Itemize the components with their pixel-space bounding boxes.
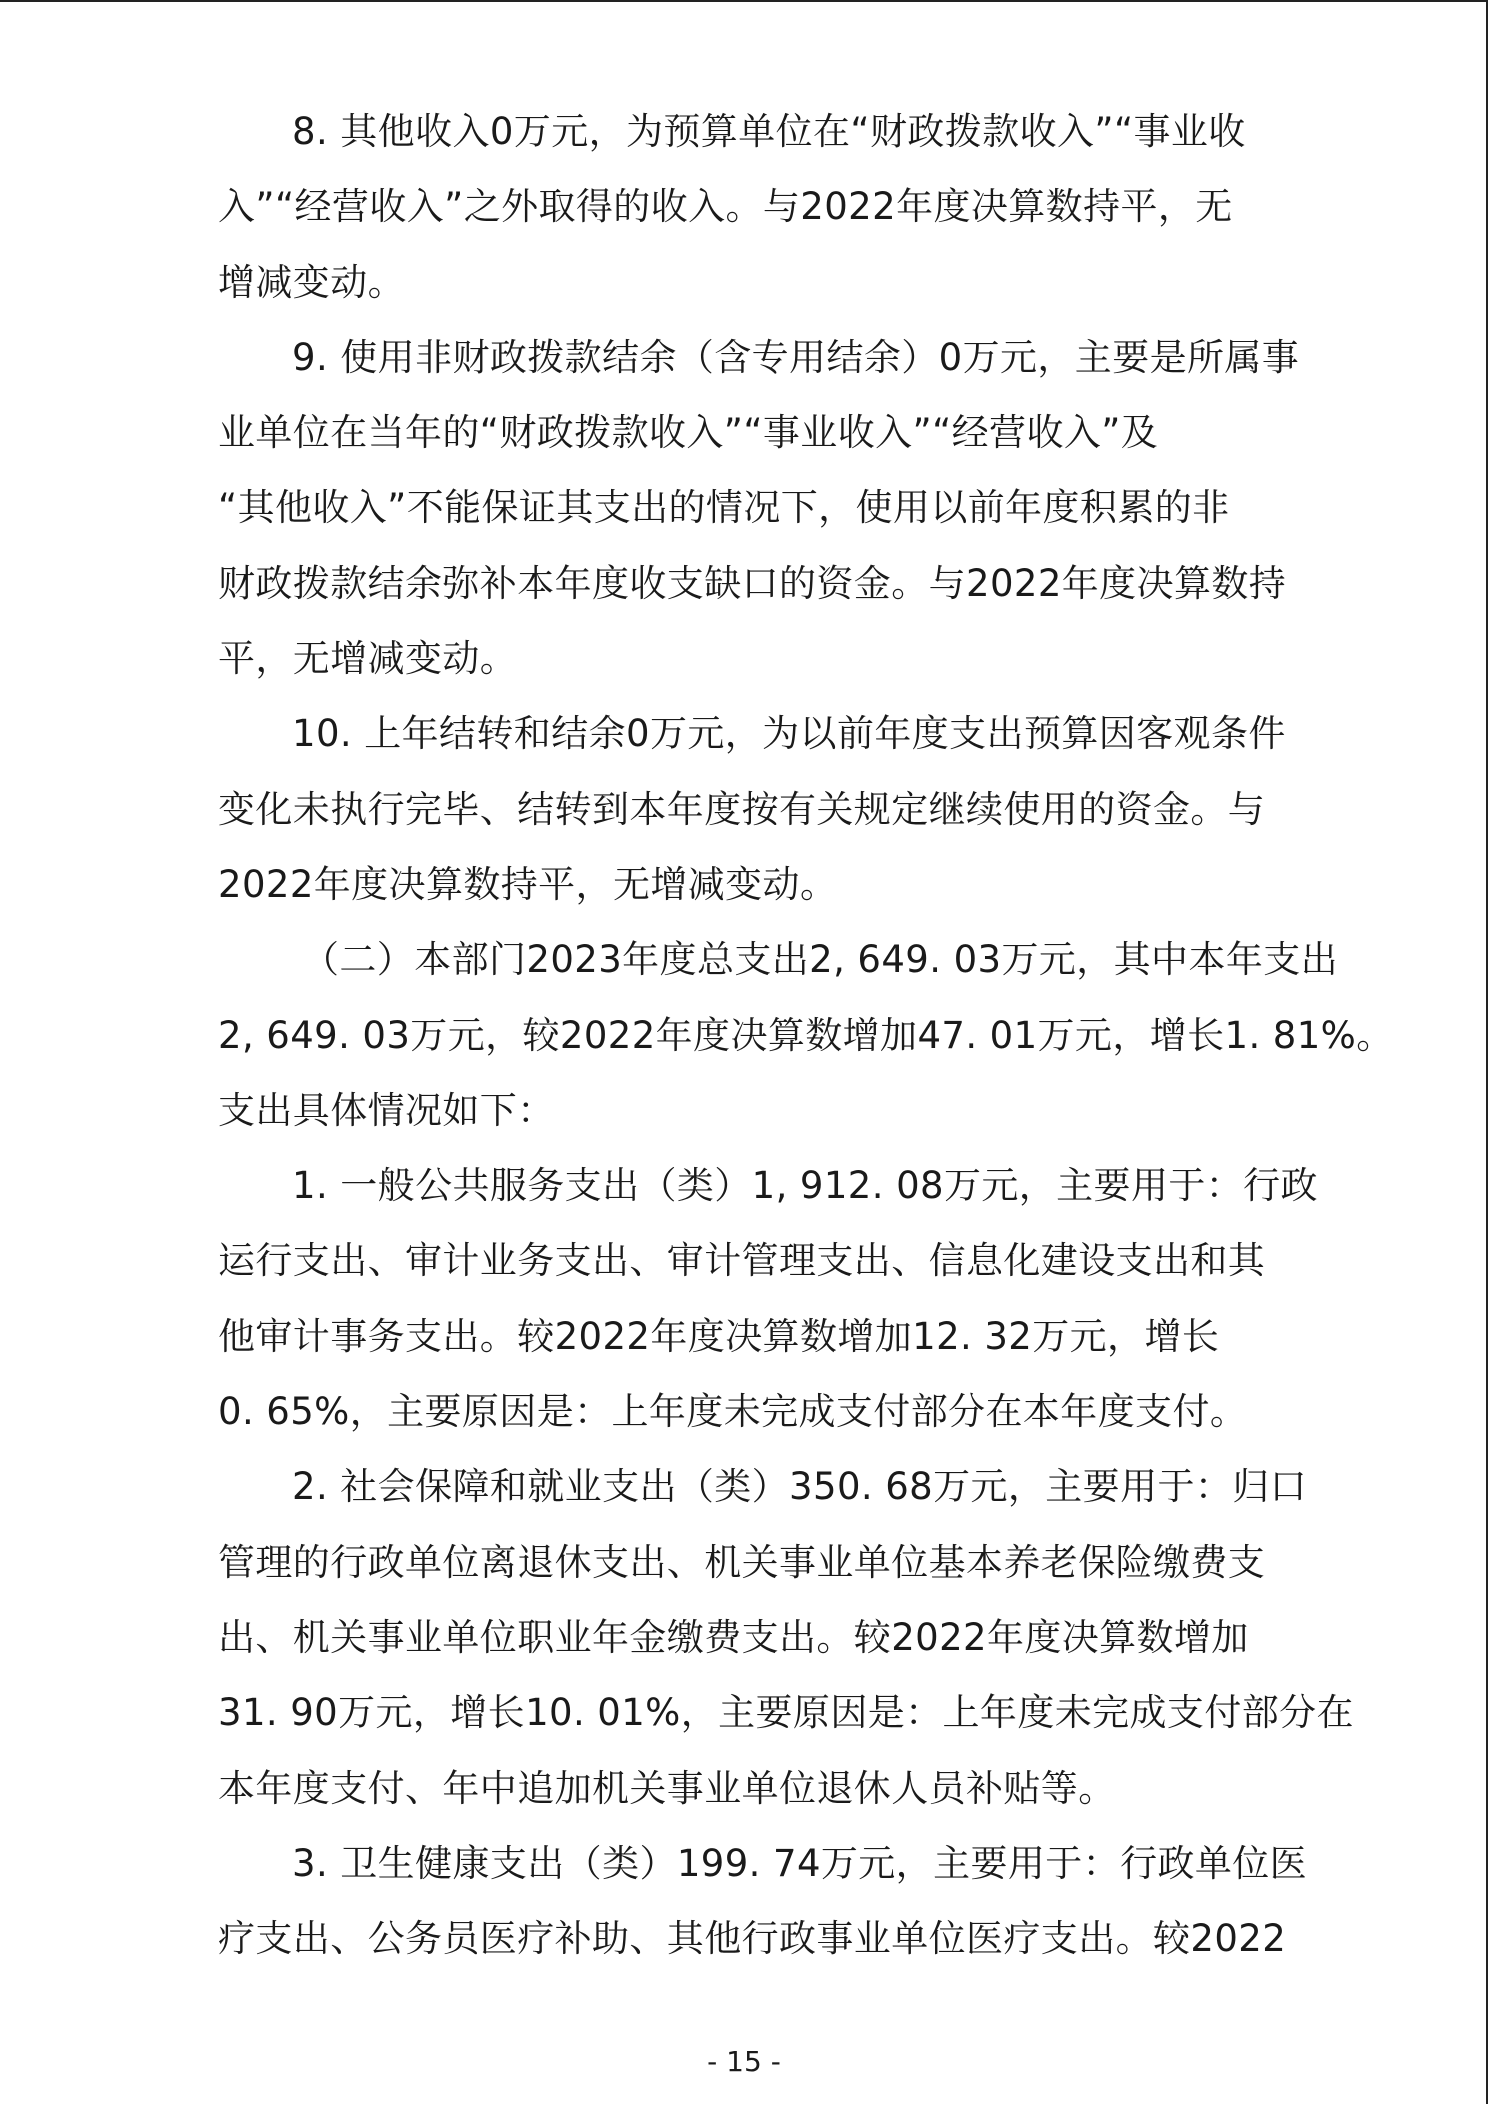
paragraph-line: 他审计事务支出。较2022年度决算数增加12. 32万元，增长 (218, 1314, 1220, 1358)
paragraph-line: 2. 社会保障和就业支出（类）350. 68万元，主要用于：归口 (292, 1465, 1308, 1509)
paragraph-line: （二）本部门2023年度总支出2, 649. 03万元，其中本年支出 (302, 938, 1339, 982)
paragraph-line: 业单位在当年的“财政拨款收入”“事业收入”“经营收入”及 (218, 411, 1159, 455)
paragraph-line: 0. 65%，主要原因是：上年度未完成支付部分在本年度支付。 (218, 1390, 1248, 1434)
paragraph-line: 10. 上年结转和结余0万元，为以前年度支出预算因客观条件 (292, 712, 1286, 756)
paragraph-line: 变化未执行完毕、结转到本年度按有关规定继续使用的资金。与 (218, 787, 1266, 831)
body-text (218, 94, 1394, 1976)
paragraph-line: 本年度支付、年中追加机关事业单位退休人员补贴等。 (218, 1766, 1116, 1810)
paragraph-line: 2022年度决算数持平，无增减变动。 (218, 862, 838, 906)
paragraph-line: 9. 使用非财政拨款结余（含专用结余）0万元，主要是所属事 (292, 335, 1300, 379)
paragraph-line: 8. 其他收入0万元，为预算单位在“财政拨款收入”“事业收 (292, 110, 1246, 153)
paragraph-line: 1. 一般公共服务支出（类）1, 912. 08万元，主要用于：行政 (292, 1164, 1318, 1208)
paragraph-line: 入”“经营收入”之外取得的收入。与2022年度决算数持平，无 (218, 185, 1233, 229)
page-number: - 15 - (707, 2045, 781, 2078)
paragraph-line: 管理的行政单位离退休支出、机关事业单位基本养老保险缴费支 (218, 1540, 1266, 1584)
paragraph-line: 支出具体情况如下： (218, 1088, 555, 1132)
paragraph-line: 财政拨款结余弥补本年度收支缺口的资金。与2022年度决算数持 (218, 561, 1287, 605)
paragraph-line: 平，无增减变动。 (218, 637, 518, 681)
paragraph-line: 3. 卫生健康支出（类）199. 74万元，主要用于：行政单位医 (292, 1841, 1308, 1885)
paragraph-line: 出、机关事业单位职业年金缴费支出。较2022年度决算数增加 (218, 1615, 1249, 1659)
paragraph-line: 运行支出、审计业务支出、审计管理支出、信息化建设支出和其 (218, 1239, 1266, 1283)
paragraph-line: 疗支出、公务员医疗补助、其他行政事业单位医疗支出。较2022 (218, 1917, 1287, 1961)
paragraph-line: 增减变动。 (218, 260, 405, 304)
paragraph-line: 2, 649. 03万元，较2022年度决算数增加47. 01万元，增长1. 81%。 (218, 1013, 1394, 1057)
paragraph-line: 31. 90万元，增长10. 01%，主要原因是：上年度未完成支付部分在 (218, 1691, 1354, 1735)
paragraph-line: “其他收入”不能保证其支出的情况下，使用以前年度积累的非 (218, 486, 1230, 530)
